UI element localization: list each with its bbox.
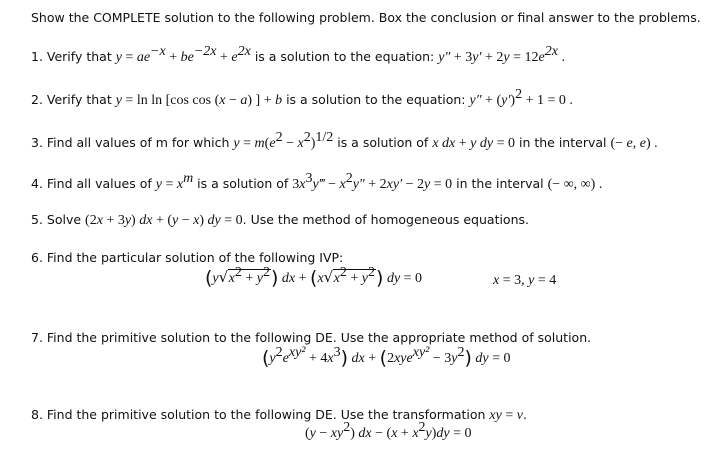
- instruction: Show the COMPLETE solution to the following problem. Box the conclusion or final answer to the problems.: [31, 10, 701, 25]
- problem-8-equation: $(y - xy^2)$ dx − $(x + x^2y)dy = 0$: [305, 420, 472, 441]
- problem-8: 8. Find the primitive solution to the following DE. Use the transformation xy = v.: [31, 407, 527, 423]
- problem-6-equation: (y √ $x^2 + y^2$) dx + (x √ $x^2 + y^2$) dy = 0: [205, 265, 423, 289]
- problem-2: 2. Verify that y = ln ln [cos cos (x − a) ] + b is a solution to the equation: $y'' + (y')^2 + 1 = 0$ .: [31, 87, 573, 108]
- problem-5: 5. Solve (2x + 3y) dx + (y − x) dy = 0. Use the method of homogeneous equations.: [31, 212, 529, 228]
- problem-1-label: 1. Verify that: [31, 49, 116, 64]
- problem-1-solution: y: [115, 50, 122, 65]
- problem-8-transform: xy: [489, 408, 502, 423]
- problem-5-label: 5. Solve: [31, 212, 86, 227]
- problem-1: 1. Verify that $y = ae^{-x} + be^{-2x} + e^{2x}$ is a solution to the equation: $y'' + 3y' + 2y = 12e^{2x}$ .: [31, 44, 565, 65]
- problem-6-ivp: x = 3, y = 4: [493, 273, 557, 288]
- problem-4-text: is a solution of: [193, 176, 293, 191]
- problem-7-equation: $(y^2e^{xy^2} + 4x^3)$ dx + $(2xye^{xy^2} - 3y^2)$ dy = 0: [262, 345, 511, 369]
- problem-5-text: . Use the method of homogeneous equations.: [242, 212, 529, 227]
- problem-1-ode: y″: [438, 50, 451, 65]
- problem-1-text: is a solution to the equation:: [250, 49, 439, 64]
- problem-6: 6. Find the particular solution of the following IVP:: [31, 250, 344, 265]
- problem-7: 7. Find the primitive solution to the following DE. Use the appropriate method of solution.: [31, 330, 592, 345]
- problem-4-label: 4. Find all values of: [31, 176, 156, 191]
- problem-8-label: 8. Find the primitive solution to the following DE. Use the transformation: [31, 407, 490, 422]
- problem-2-label: 2. Verify that: [31, 92, 116, 107]
- problem-3-label: 3. Find all values of m for which: [31, 135, 234, 150]
- problem-3: 3. Find all values of m for which $y = m(e^2 - x^2)^{1/2}$ is a solution of x dx + y dy = 0 in the interval (− e, e) .: [31, 130, 658, 151]
- problem-4: 4. Find all values of $y = x^m$ is a solution of $3x^3y‴ - x^2y'' + 2xy' - 2y = 0$ in the interval (− ∞, ∞) .: [31, 171, 603, 192]
- problem-2-text: is a solution to the equation:: [282, 92, 470, 107]
- problem-3-text: is a solution of: [333, 135, 433, 150]
